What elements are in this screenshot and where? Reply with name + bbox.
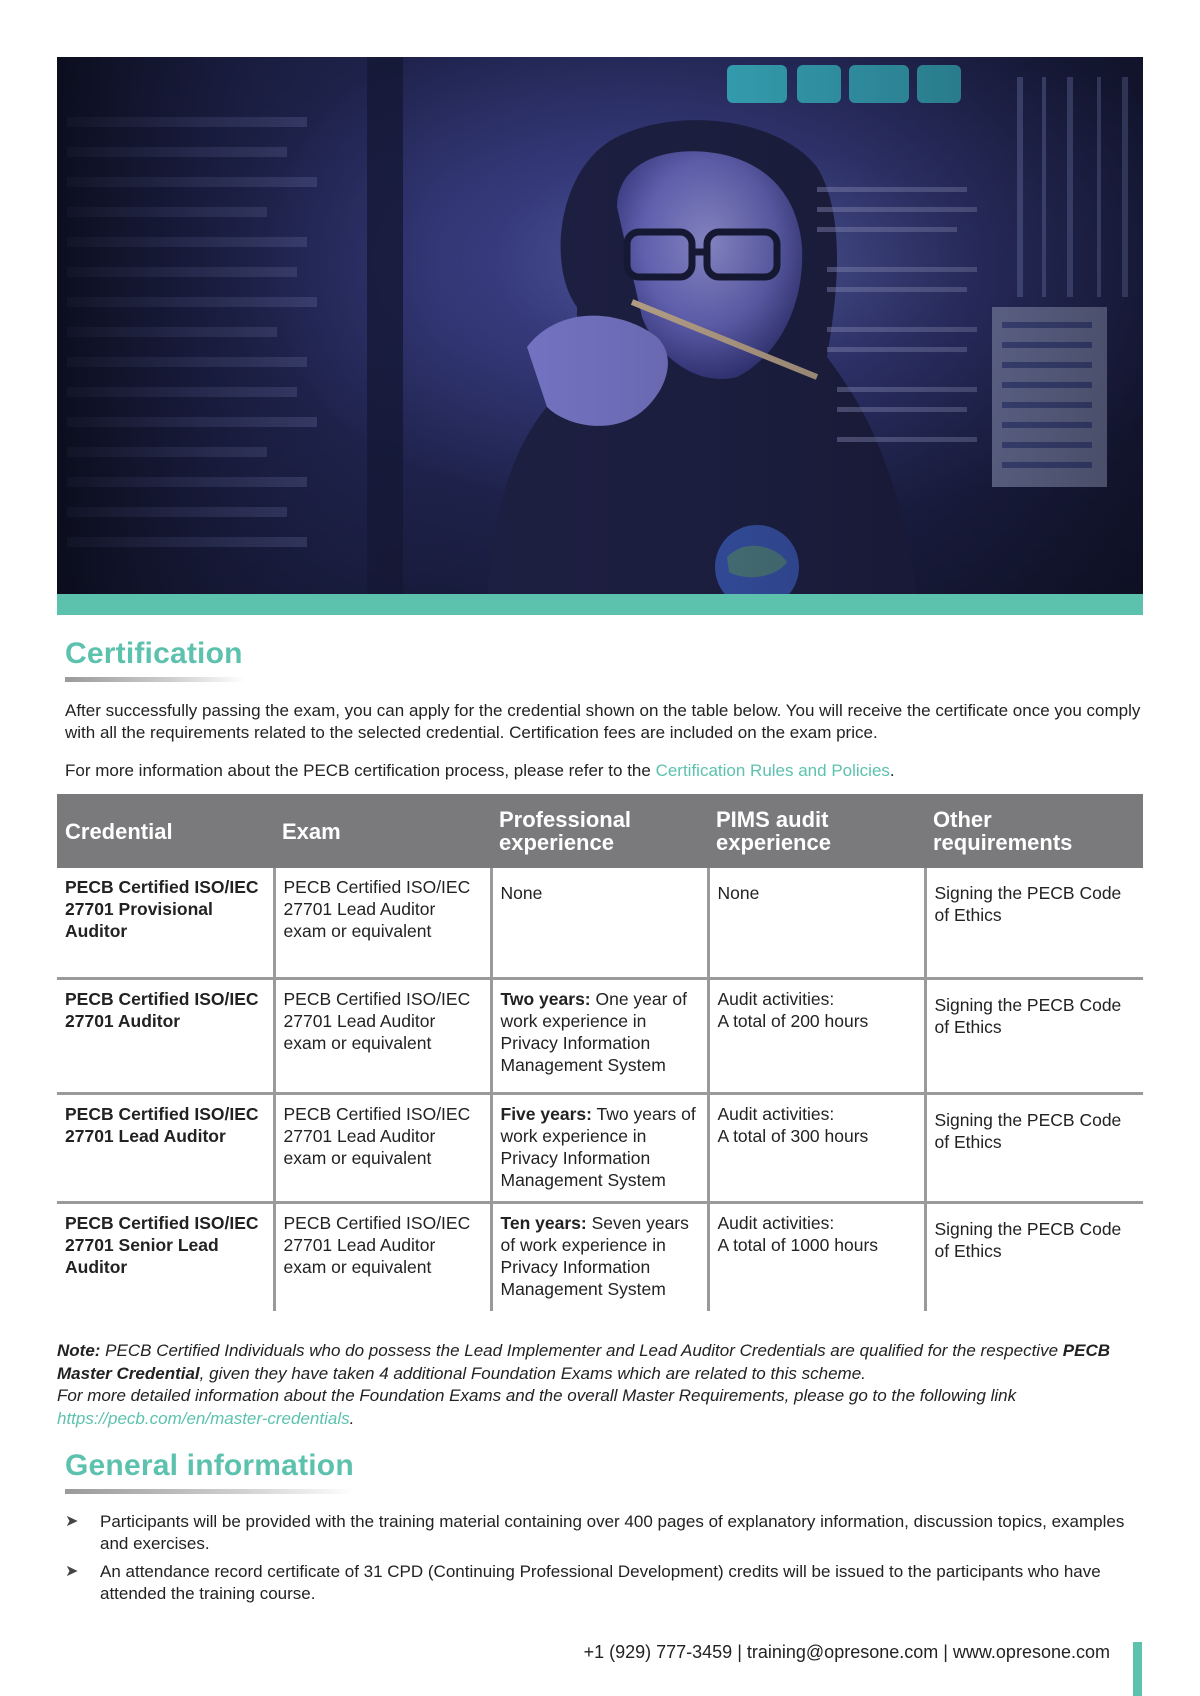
table-row xyxy=(57,1093,1143,1202)
header-other-requirements: Other requirements xyxy=(925,794,1143,868)
bullet-text: An attendance record certificate of 31 CPD (Continuing Professional Development) credits will be issued to the participants who have attended the training course. xyxy=(100,1562,1101,1603)
prof-text: None xyxy=(500,883,543,903)
master-credential-note xyxy=(57,1340,1147,1430)
header-exam: Exam xyxy=(274,794,491,868)
arrow-bullet-icon: ➤ xyxy=(65,1513,79,1530)
prof-bold: Two years: xyxy=(500,988,591,1009)
cell-other-requirements: Signing the PECB Code of Ethics xyxy=(934,1218,1122,1261)
table-row xyxy=(57,1202,1143,1311)
prof-text: Two years of work experience in Privacy Information Management System xyxy=(500,1103,696,1190)
general-information-list xyxy=(65,1511,1145,1611)
cell-exam: PECB Certified ISO/IEC 27701 Lead Auditor exam or equivalent xyxy=(274,978,491,1093)
header-professional-experience: Professional experience xyxy=(491,794,708,868)
cell-audit-experience xyxy=(708,868,925,978)
prof-bold: Ten years: xyxy=(500,1212,587,1233)
certification-info-suffix: . xyxy=(889,761,895,780)
audit-line2: A total of 200 hours xyxy=(717,1010,869,1031)
master-credentials-link[interactable]: https://pecb.com/en/master-credentials xyxy=(57,1408,350,1428)
cell-professional-experience xyxy=(491,978,708,1093)
general-heading-underline xyxy=(65,1489,355,1494)
cell-other-requirements: Signing the PECB Code of Ethics xyxy=(925,868,1143,978)
certification-heading-underline xyxy=(65,677,245,682)
general-information-heading: General information xyxy=(65,1449,354,1482)
list-item xyxy=(65,1511,1145,1555)
arrow-bullet-icon: ➤ xyxy=(65,1563,79,1580)
cell-exam: PECB Certified ISO/IEC 27701 Lead Auditor exam or equivalent xyxy=(274,868,491,978)
certification-info-prefix: For more information about the PECB certification process, please refer to the xyxy=(65,761,656,780)
footer-accent-bar xyxy=(1133,1642,1142,1696)
audit-line1: Audit activities: xyxy=(717,988,835,1009)
table-row xyxy=(57,978,1143,1093)
audit-line1: Audit activities: xyxy=(717,1212,835,1233)
note-text3: For more detailed information about the Foundation Exams and the overall Master Requirements, please go to the following link xyxy=(57,1386,1017,1405)
cell-credential: PECB Certified ISO/IEC 27701 Provisional Auditor xyxy=(57,868,274,978)
certification-intro: After successfully passing the exam, you can apply for the credential shown on the table below. You will receive the certificate once you comply with all the requirements related to the selected credential. Certification fees are included on the exam price. xyxy=(65,701,1141,742)
credential-table xyxy=(57,794,1143,1311)
hero-accent-bar xyxy=(57,594,1143,615)
cell-credential: PECB Certified ISO/IEC 27701 Senior Lead Auditor xyxy=(57,1202,274,1311)
header-pims-audit-experience: PIMS audit experience xyxy=(708,794,925,868)
cell-other-requirements: Signing the PECB Code of Ethics xyxy=(925,978,1143,1093)
note-bold: PECB Master Credential xyxy=(57,1341,1110,1383)
header-credential: Credential xyxy=(57,794,274,868)
cell-professional-experience xyxy=(491,1202,708,1311)
certification-rules-link[interactable]: Certification Rules and Policies xyxy=(655,761,890,780)
cell-professional-experience xyxy=(491,1093,708,1202)
cell-credential: PECB Certified ISO/IEC 27701 Lead Auditor xyxy=(57,1093,274,1202)
table-header-row xyxy=(57,794,1143,868)
cell-exam: PECB Certified ISO/IEC 27701 Lead Auditor exam or equivalent xyxy=(274,1093,491,1202)
note-text1: PECB Certified Individuals who do possess the Lead Implementer and Lead Auditor Credentials are qualified for the respective xyxy=(100,1341,1063,1360)
prof-text: Seven years of work experience in Privacy Information Management System xyxy=(500,1212,689,1299)
certification-heading: Certification xyxy=(65,637,243,670)
prof-text: One year of work experience in Privacy Information Management System xyxy=(500,988,687,1075)
audit-line2: A total of 300 hours xyxy=(717,1125,869,1146)
audit-line1: None xyxy=(717,883,760,903)
cell-exam: PECB Certified ISO/IEC 27701 Lead Auditor exam or equivalent xyxy=(274,1202,491,1311)
cell-other-requirements: Signing the PECB Code of Ethics xyxy=(925,1093,1143,1202)
footer-contact: +1 (929) 777-3459 | training@opresone.com | www.opresone.com xyxy=(583,1642,1110,1662)
cell-credential: PECB Certified ISO/IEC 27701 Auditor xyxy=(57,978,274,1093)
certification-info xyxy=(65,760,1145,782)
note-label: Note: xyxy=(57,1341,101,1360)
bullet-text: Participants will be provided with the training material containing over 400 pages of explanatory information, discussion topics, examples and exercises. xyxy=(100,1512,1125,1553)
list-item xyxy=(65,1561,1145,1605)
table-row xyxy=(57,868,1143,978)
cell-professional-experience xyxy=(491,868,708,978)
hero-image xyxy=(57,57,1143,594)
audit-line2: A total of 1000 hours xyxy=(717,1234,879,1255)
cell-audit-experience xyxy=(708,1093,925,1202)
cell-audit-experience xyxy=(708,1202,925,1311)
prof-bold: Five years: xyxy=(500,1103,592,1124)
cell-audit-experience xyxy=(708,978,925,1093)
note-end: . xyxy=(349,1408,355,1428)
note-text2: , given they have taken 4 additional Foundation Exams which are related to this scheme. xyxy=(199,1363,866,1383)
audit-line1: Audit activities: xyxy=(717,1103,835,1124)
